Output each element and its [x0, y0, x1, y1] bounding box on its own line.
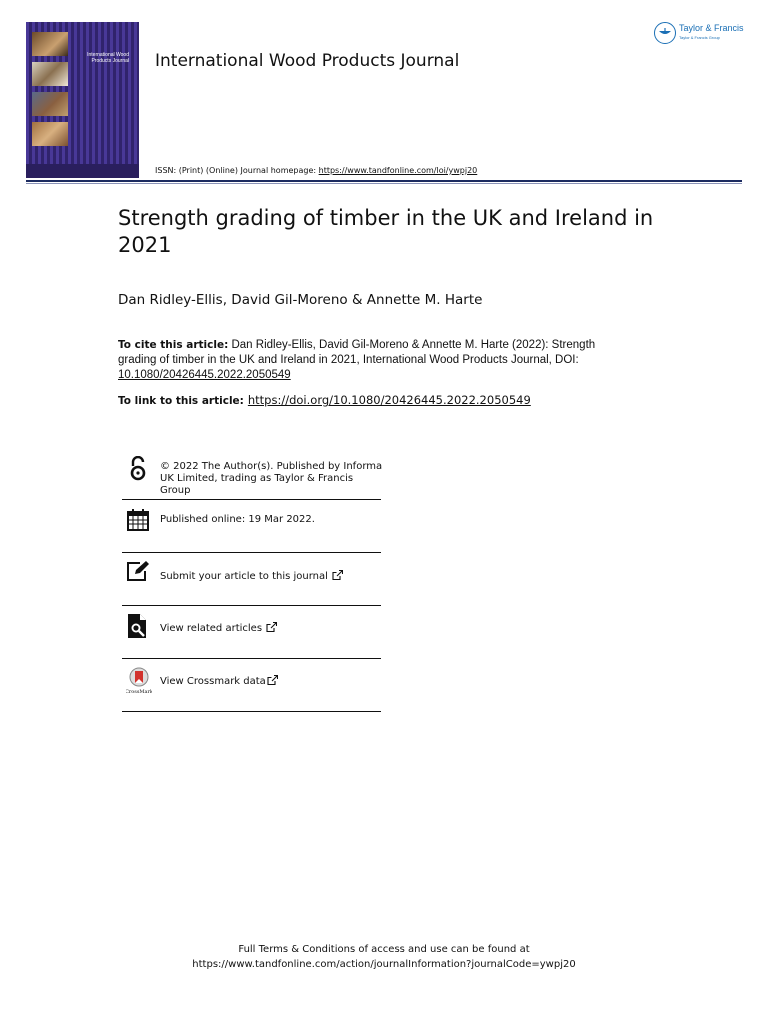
journal-cover	[26, 22, 139, 178]
external-link-icon	[266, 622, 277, 636]
calendar-icon	[126, 508, 150, 532]
link-label: To link to this article:	[118, 395, 244, 407]
article-link-line	[118, 393, 531, 407]
cite-doi-link[interactable]: 10.1080/20426445.2022.2050549	[118, 369, 291, 381]
crossmark-label[interactable]: View Crossmark data	[160, 675, 278, 689]
publisher-sub: Taylor & Francis Group	[679, 35, 720, 40]
journal-title: International Wood Products Journal	[155, 51, 460, 71]
article-authors: Dan Ridley-Ellis, David Gil-Moreno & Annette M. Harte	[118, 292, 483, 308]
header-rule	[26, 180, 742, 182]
edit-icon	[126, 560, 150, 584]
related-articles-label[interactable]: View related articles	[160, 622, 277, 636]
divider	[122, 658, 381, 659]
license-text: © 2022 The Author(s). Published by Informa UK Limited, trading as Taylor & Francis Group	[160, 461, 383, 496]
publisher-logo[interactable]	[654, 22, 744, 44]
journal-homepage-link[interactable]: https://www.tandfonline.com/loi/ywpj20	[318, 166, 478, 175]
article-doi-link[interactable]: https://doi.org/10.1080/20426445.2022.2050549	[247, 393, 531, 407]
cite-text: Dan Ridley-Ellis, David Gil-Moreno & Annette M. Harte (2022): Strength grading of timber in the UK and Ireland in 2021, International Wood Products Journal, DOI:	[118, 339, 596, 366]
issn-line	[155, 166, 477, 175]
submit-article-label[interactable]: Submit your article to this journal	[160, 570, 343, 584]
published-date: Published online: 19 Mar 2022.	[160, 514, 315, 525]
external-link-icon	[267, 675, 278, 689]
issn-text: ISSN: (Print) (Online) Journal homepage:	[155, 166, 319, 175]
footer-url[interactable]: https://www.tandfonline.com/action/journalInformation?journalCode=ywpj20	[192, 959, 576, 970]
divider	[122, 552, 381, 553]
article-title: Strength grading of timber in the UK and Ireland in 2021	[118, 206, 654, 257]
crossmark-icon	[126, 666, 152, 694]
footer-terms	[0, 942, 768, 972]
taylor-francis-icon	[654, 22, 676, 44]
header-rule-thin	[26, 183, 742, 184]
divider	[122, 605, 381, 606]
document-search-icon	[126, 613, 150, 637]
publisher-name: Taylor & Francis	[679, 23, 744, 33]
external-link-icon	[332, 570, 343, 584]
open-access-icon	[126, 456, 150, 480]
crossmark-caption: CrossMark	[126, 689, 152, 694]
citation-block	[118, 338, 628, 383]
cite-label: To cite this article:	[118, 339, 229, 351]
cover-title: International Wood Products Journal	[87, 52, 129, 64]
footer-line-1: Full Terms & Conditions of access and use can be found at	[238, 944, 530, 955]
divider	[122, 711, 381, 712]
divider	[122, 499, 381, 500]
